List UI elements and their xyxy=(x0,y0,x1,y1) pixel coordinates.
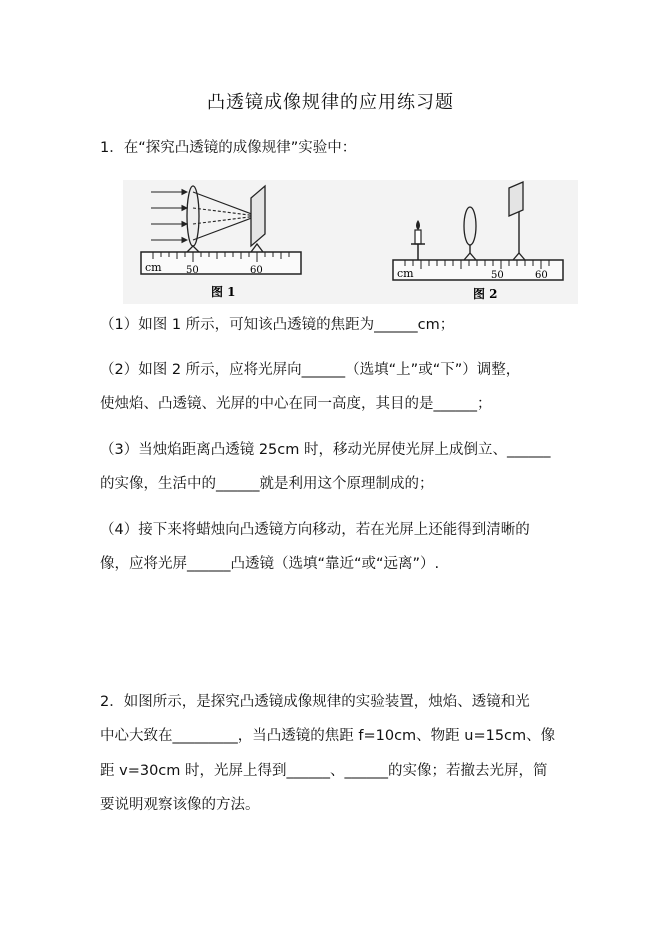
fig1-ruler xyxy=(141,252,301,274)
question-2-line-4: 要说明观察该像的方法。 xyxy=(100,797,260,813)
q1-part-3-line-1: （3）当烛焰距离凸透镜 25cm 时，移动光屏使光屏上成倒立、______ xyxy=(100,442,551,458)
q1-part-1: （1）如图 1 所示，可知该凸透镜的焦距为______cm； xyxy=(100,317,455,333)
fig2-caption: 图 2 xyxy=(473,287,498,301)
fig2-screen xyxy=(509,182,525,260)
fig1-unit: cm xyxy=(145,261,162,274)
q1-part-2-line-2: 使烛焰、凸透镜、光屏的中心在同一高度，其目的是______； xyxy=(100,396,492,412)
fig1-light-rays xyxy=(151,192,257,240)
fig1-caption: 图 1 xyxy=(211,285,236,299)
figure-1 xyxy=(141,186,301,299)
q1-part-3-line-2: 的实像，生活中的______就是利用这个原理制成的； xyxy=(100,476,434,492)
question-2-line-3: 距 v=30cm 时，光屏上得到______、______的实像；若撤去光屏，简 xyxy=(100,763,548,779)
page-title: 凸透镜成像规律的应用练习题 xyxy=(207,92,454,113)
fig2-candle xyxy=(411,220,425,260)
q1-part-4-line-1: （4）接下来将蜡烛向凸透镜方向移动，若在光屏上还能得到清晰的 xyxy=(100,522,530,538)
fig2-lens xyxy=(464,207,476,260)
q1-part-4-line-2: 像，应将光屏______凸透镜（选填“靠近“或“远离”）. xyxy=(100,556,440,572)
fig2-tick-50: 50 xyxy=(491,270,504,281)
fig1-lens xyxy=(187,186,199,246)
question-2-line-1: 2．如图所示，是探究凸透镜成像规律的实验装置，烛焰、透镜和光 xyxy=(100,694,530,710)
fig2-unit: cm xyxy=(397,267,414,280)
figure-2 xyxy=(393,182,563,301)
fig2-tick-60: 60 xyxy=(535,270,548,281)
fig1-screen xyxy=(251,186,265,246)
q1-part-2-line-1: （2）如图 2 所示，应将光屏向______（选填“上”或“下”）调整， xyxy=(100,362,521,378)
fig1-tick-60: 60 xyxy=(250,265,263,276)
question-1-stem: 1．在“探究凸透镜的成像规律”实验中： xyxy=(100,140,357,156)
question-2-line-2: 中心大致在_________，当凸透镜的焦距 f=10cm、物距 u=15cm、像 xyxy=(100,728,556,744)
fig1-tick-50: 50 xyxy=(186,265,199,276)
experiment-figure xyxy=(123,180,578,304)
